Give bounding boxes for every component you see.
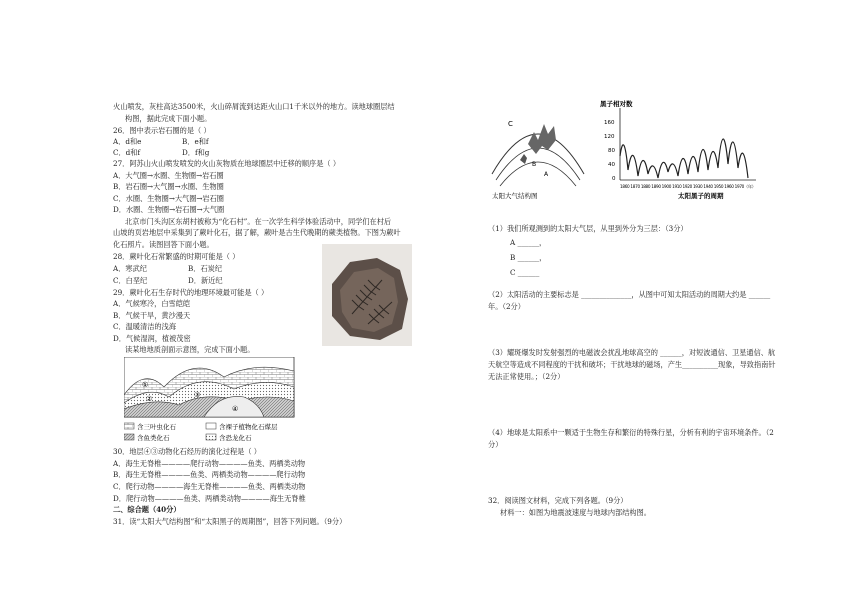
sunspot-caption: 太阳黑子的周期 (678, 192, 724, 200)
q27-stem: 27．阿苏山火山喷发喷发的火山灰物质在地球圈层中迁移的顺序是（ ） (113, 159, 341, 168)
q4-line-1: （4）地球是太阳系中一颗适于生物生存和繁衍的特殊行星，分析有利的宇宙环境条件。（2 (488, 428, 774, 437)
solar-label-b: B (532, 161, 537, 168)
q3-line-2: 天航空等造成不同程度的干扰和破坏；干扰地球的磁场，产生__________现象，导致指南针 (488, 360, 776, 369)
q28-option-d: D．新近纪 (188, 276, 223, 285)
q2-line-1: （2）太阳活动的主要标志是 ______________，从图中可知太阳活动的周期大约是 ______ (488, 290, 771, 299)
intro-line-1: 火山喷发，灰柱高达3500米，火山碎屑流到达距火山口1千米以外的地方。读地球圈层结 (113, 102, 395, 111)
q30-stem: 30．地层④③动物化石经历的演化过程是（ ） (113, 447, 261, 456)
passage-line-1: 北京市门头沟区东胡村被称为“化石村”。在一次学生科学体验活动中，同学们在村后 (125, 217, 392, 226)
solar-figure-caption: 太阳大气结构图 (492, 192, 538, 200)
q26-option-c: C．d和f (113, 148, 141, 157)
q32-material: 材料一：如图为地震波速度与地球内部结构图。 (500, 508, 651, 517)
legend-fish: 含鱼类化石 (137, 434, 170, 442)
passage-line-3: 化石照片。读图回答下面小题。 (113, 240, 214, 249)
q28-option-a: A．寒武纪 (113, 264, 147, 273)
q1-blank-a: A ______， (510, 238, 547, 247)
q31-stem: 31．读“太阳大气结构图”和“太阳黑子的周期图”，回答下列问题。（9分） (113, 517, 347, 526)
sunspot-ylabel: 黑子相对数 (600, 100, 633, 108)
q30-option-b: B．海生无脊椎————鱼类、两栖类动物————爬行动物 (113, 470, 306, 479)
solar-label-c: C (508, 120, 513, 128)
q28-stem: 28．蕨叶化石常繁盛的时期可能是（ ） (113, 252, 240, 261)
ytick-80: 80 (608, 148, 615, 154)
q1-blank-b: B ______， (510, 253, 547, 262)
q1-stem: （1）我们所观测到的太阳大气层，从里到外分为三层：（3分） (488, 224, 688, 233)
q29-option-c: C．温暖清洁的浅海 (113, 322, 177, 331)
q26-option-b: B．e和f (182, 137, 209, 146)
sunspot-curve (620, 139, 748, 178)
section-heading: 二、综合题（40分） (113, 505, 181, 514)
q27-option-a: A．大气圈→水圈、生物圈→岩石圈 (113, 171, 224, 180)
solar-label-a: A (544, 171, 549, 178)
legend-dinosaur: 含恐龙化石 (219, 434, 252, 442)
q29-option-d: D．气候湿润，植被茂密 (113, 334, 191, 343)
sunspot-cycle-chart (598, 98, 768, 200)
q29-option-b: B．气候干旱，黄沙漫天 (113, 311, 191, 320)
q30-option-a: A．海生无脊椎————爬行动物————鱼类、两栖类动物 (113, 459, 306, 468)
ytick-120: 120 (604, 134, 615, 140)
ytick-40: 40 (608, 162, 615, 168)
q27-option-b: B．岩石圈→大气圈→水圈、生物圈 (113, 182, 224, 191)
q28-option-b: B．石炭纪 (188, 264, 223, 273)
ytick-160: 160 (604, 120, 615, 126)
q4-line-2: 分） (488, 440, 503, 449)
sunspot-xticks: 1860 1870 1880 1890 1900 1910 1920 1930 1940 1950 1960 1970（年） (620, 184, 756, 189)
q27-option-d: D．水圈、生物圈→岩石圈→大气圈 (113, 205, 225, 214)
q26-option-d: D．f和g (182, 148, 210, 157)
intro-line-2: 构图，据此完成下面小题。 (125, 114, 212, 123)
legend-gymnosperm: 含裸子植物化石煤层 (219, 423, 278, 431)
q29-option-a: A．气候寒冷，白雪皑皑 (113, 299, 191, 308)
layer-label-3: ③ (194, 391, 201, 399)
passage-line-2: 山坡的页岩地层中采集到了蕨叶化石，据了解，蕨叶是古生代晚期的蕨类植物。下图为蕨叶 (113, 228, 401, 237)
q28-option-c: C．白垩纪 (113, 276, 148, 285)
q30-option-c: C．爬行动物————海生无脊椎————鱼类、两栖类动物 (113, 482, 306, 491)
q26-stem: 26．图中表示岩石圈的是（ ） (113, 126, 211, 135)
solar-atmosphere-figure (488, 104, 588, 200)
map-intro: 读某地地质剖面示意图，完成下面小题。 (125, 345, 255, 354)
ytick-0: 0 (612, 176, 616, 182)
layer-label-2: ② (146, 395, 153, 403)
q32-stem: 32．阅读图文材料，完成下列各题。（9分） (488, 496, 628, 505)
q29-stem: 29．蕨叶化石生存时代的地理环境最可能是（ ） (113, 288, 269, 297)
q27-option-c: C．水圈、生物圈→大气圈→岩石圈 (113, 194, 224, 203)
legend-trilobite: 含三叶虫化石 (137, 423, 176, 431)
layer-label-1: ① (142, 381, 149, 389)
layer-label-4: ④ (232, 405, 239, 413)
q3-line-1: （3）耀斑爆发时发射强烈的电磁波会扰乱地球高空的 ______，对短波通信、卫星通信、航 (488, 348, 776, 357)
q2-line-2: 年。（2分） (488, 302, 525, 311)
q26-option-a: A．d和e (113, 137, 142, 146)
q1-blank-c: C ______ (510, 268, 540, 277)
fern-fossil-photo (322, 244, 412, 346)
q30-option-d: D．爬行动物————鱼类、两栖类动物————海生无脊椎 (113, 494, 306, 503)
q3-line-3: 无法正常使用。；（2分） (488, 372, 565, 381)
geologic-cross-section (124, 357, 304, 443)
